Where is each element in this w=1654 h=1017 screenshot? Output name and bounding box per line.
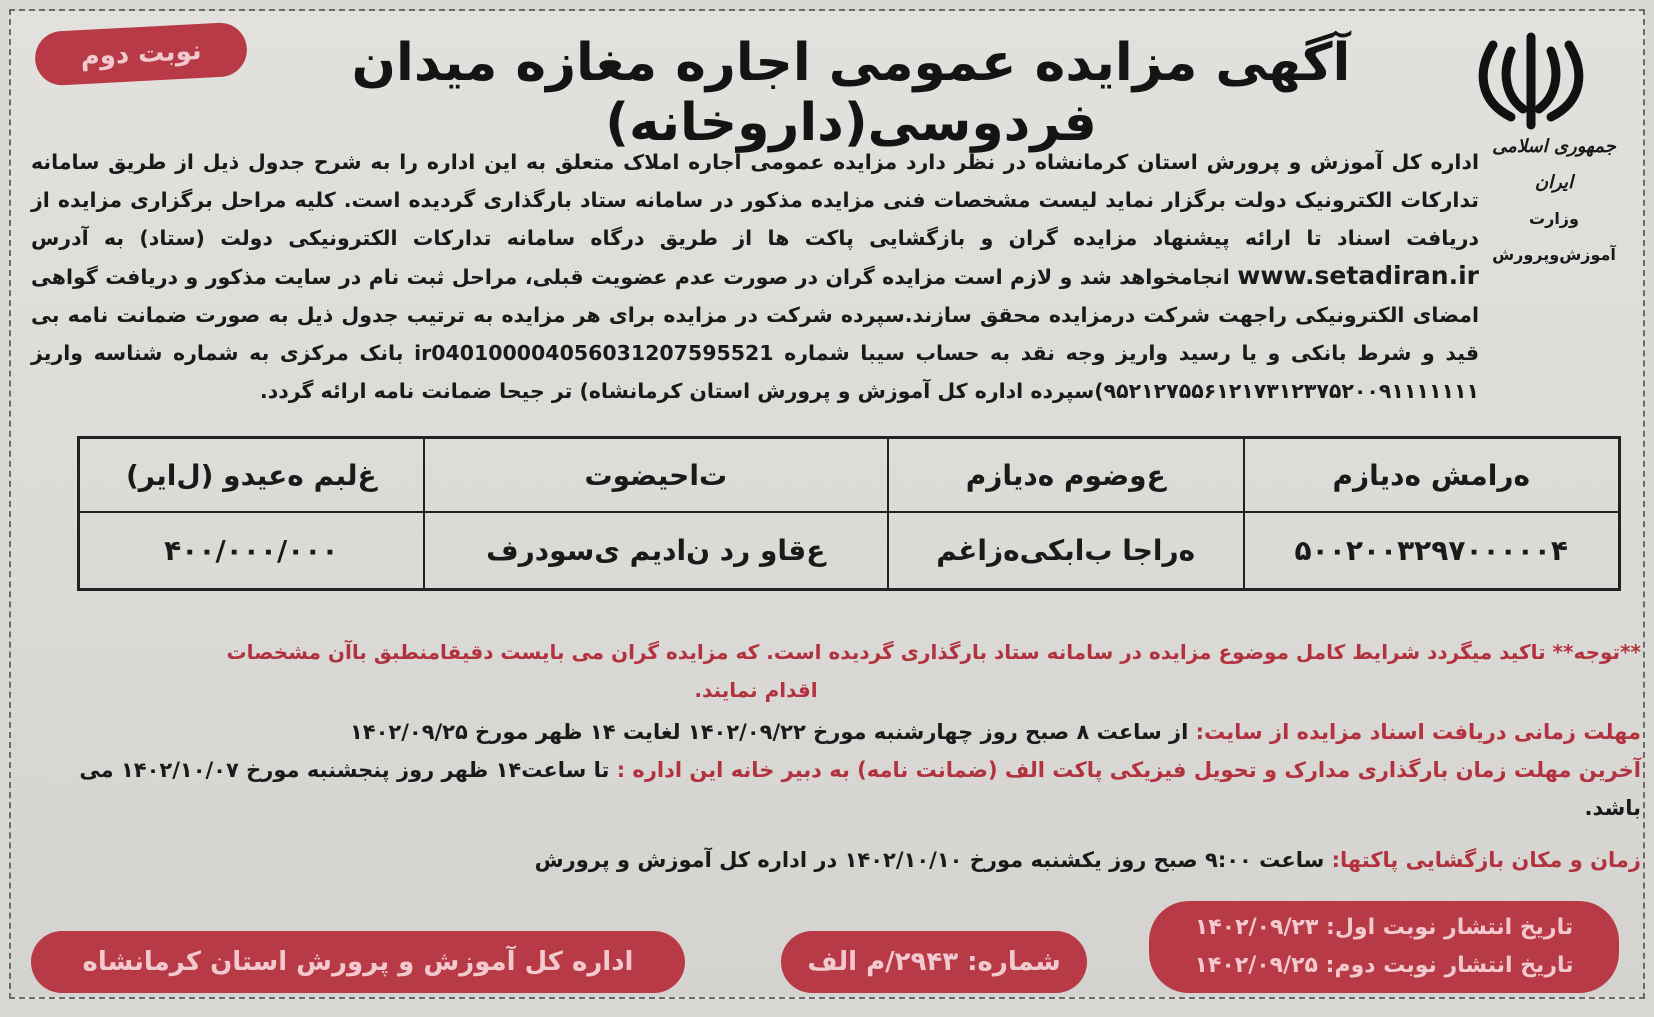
second-publication-date: تاریخ انتشار نوبت دوم: ۱۴۰۲/۰۹/۲۵	[1194, 953, 1574, 978]
table-row	[79, 512, 1620, 589]
header-auction-number: ه‌رامش ه‌دیازم	[1244, 438, 1620, 513]
deadline-value: تا ساعت۱۴ ظهر روز پنجشنبه مورخ ۱۴۰۲/۱۰/۰۷ می باشد.	[79, 758, 1641, 820]
opening-time	[31, 841, 1641, 879]
body-part-2: انجامخواهد شد و لازم است مزایده گران در صورت عدم عضویت قبلی، مراحل ثبت نام در سایت مذکور و دریافت گواهی امضای الکترونیکی راجهت شرکت درمزایده محقق سازند.سپرده شرکت در مزایده برای هر مزایده به ترتیب جدول ذیل به صورت ضمانت نامه بی قید و شرط بانکی و یا رسید واریز وجه نقد به حساب سیبا شماره	[31, 265, 1479, 365]
deadline-label: آخرین مهلت زمان بارگذاری مدارک و تحویل فیزیکی پاکت الف (ضمانت نامه) به دبیر خانه این اداره :	[616, 758, 1641, 782]
iran-emblem-icon	[1471, 31, 1591, 131]
advertisement-page	[9, 9, 1645, 999]
republic-name: جمهوری اسلامی ایران	[1492, 136, 1616, 193]
auction-table	[77, 436, 1621, 591]
docs-period-label: مهلت زمانی دریافت اسناد مزایده از سایت:	[1195, 720, 1641, 744]
second-notice-badge: نوبت دوم	[34, 21, 249, 86]
body-part-1: اداره کل آموزش و پرورش استان کرمانشاه در نظر دارد مزایده عمومی اجاره املاک متعلق به این اداره را به شرح جدول ذیل از طریق سامانه تدارکات الکترونیک دولت برگزار نماید لیست مشخصات فنی مزایده مذکور در سامانه ستاد بارگذاری گردیده است. کلیه مراحل برگزاری مزایده از دریافت اسناد تا ارائه پیشنهاد مزایده گران و بازگشایی پاکت ها از طریق درگاه سامانه تدارکات الکترونیکی دولت (ستاد) به آدرس	[31, 150, 1479, 250]
ministry-logo-text	[1479, 129, 1629, 273]
header-auction-subject: ع‌وضوم ه‌دیازم	[888, 438, 1244, 513]
cell-auction-number: ۵۰۰۲۰۰۳۲۹۷۰۰۰۰۰۴	[1244, 512, 1620, 589]
ministry-line-1: وزارت	[1529, 209, 1579, 228]
opening-value: ساعت ۹:۰۰ صبح روز یکشنبه مورخ ۱۴۰۲/۱۰/۱۰ در اداره کل آموزش و پرورش	[534, 848, 1325, 872]
docs-period	[31, 713, 1641, 751]
notice-number-stamp: شماره: ۲۹۴۳/م الف	[781, 931, 1087, 993]
iban-number: ir040100004056031207595521	[414, 341, 774, 365]
body-part-3: بانک مرکزی به شماره شناسه واریز ۹۵۲۱۲۷۵۵۶۱۲۱۷۳۱۲۳۷۵۲۰۰۹۱۱۱۱۱۱۱)سپرده اداره کل آموزش و پرورش استان کرمانشاه) تر جیحا ضمانت نامه ارائه گردد.	[31, 341, 1479, 403]
publication-dates-stamp	[1149, 901, 1619, 993]
note-line-1: **توجه** تاکید میگردد شرایط کامل موضوع مزایده در سامانه ستاد بارگذاری گردیده است. که مزایده گران می بایست دقیقامنطبق باآن مشخصات	[226, 640, 1641, 664]
notice-note	[31, 633, 1641, 709]
opening-label: زمان و مکان بازگشایی پاکتها:	[1331, 848, 1641, 872]
docs-period-value: از ساعت ۸ صبح روز چهارشنبه مورخ ۱۴۰۲/۰۹/۲۲ لغایت ۱۴ ظهر مورخ ۱۴۰۲/۰۹/۲۵	[349, 720, 1189, 744]
announcement-body	[31, 143, 1479, 410]
office-name-stamp: اداره کل آموزش و پرورش استان کرمانشاه	[31, 931, 685, 993]
cell-deposit-amount: ۴۰۰/۰۰۰/۰۰۰	[79, 512, 424, 589]
cell-description: ع‌قاو رد ن‌ادیم ی‌سودرف	[424, 512, 888, 589]
note-line-2: اقدام نمایند.	[694, 678, 818, 702]
table-header-row	[79, 438, 1620, 513]
page-title: آگهی مزایده عمومی اجاره مغازه میدان فردوسی(داروخانه)	[351, 33, 1351, 153]
submission-deadline	[31, 751, 1641, 827]
website-link: www.setadiran.ir	[1237, 261, 1479, 290]
header-description: ت‌احیضوت	[424, 438, 888, 513]
cell-auction-subject: ه‌راجا ب‌ابکی‌ه‌زاغم	[888, 512, 1244, 589]
ministry-line-2: آموزش‌وپرورش	[1492, 245, 1616, 264]
first-publication-date: تاریخ انتشار نوبت اول: ۱۴۰۲/۰۹/۲۳	[1194, 915, 1574, 940]
header-deposit-amount: غ‌لبم ه‌عیدو (ل‌ایر)	[79, 438, 424, 513]
